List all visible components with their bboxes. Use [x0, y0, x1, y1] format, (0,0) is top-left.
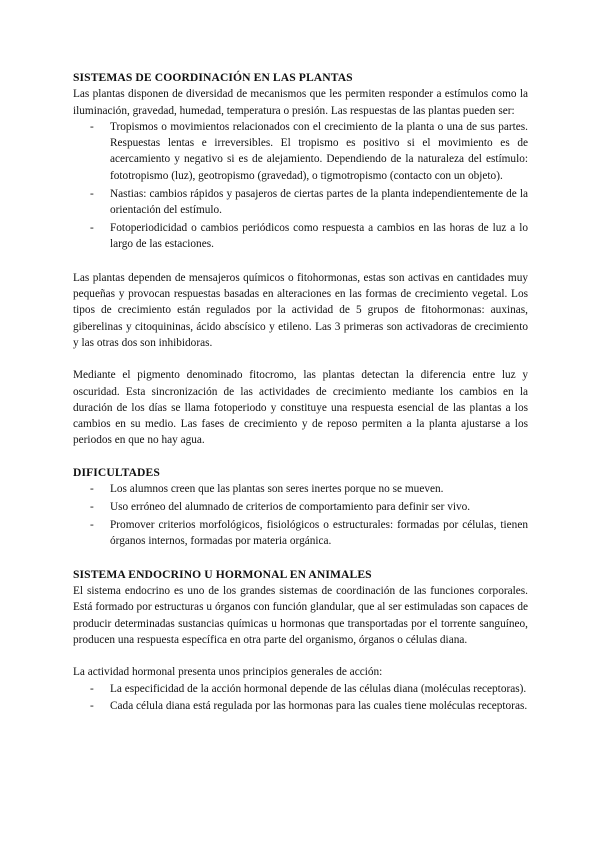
section-title-difficulties: DIFICULTADES — [73, 465, 160, 479]
list-item: - La especificidad de la acción hormonal depende de las células diana (moléculas receptoras). — [73, 681, 528, 697]
document-body — [73, 70, 528, 715]
list-item: - Nastias: cambios rápidos y pasajeros de ciertas partes de la planta independientemente de la orientación del estímulo. — [73, 186, 528, 219]
list-item: - Fotoperiodicidad o cambios periódicos como respuesta a cambios en las horas de luz a lo largo de las estaciones. — [73, 220, 528, 253]
difficulties-list — [73, 481, 528, 549]
section-title-plants: SISTEMAS DE COORDINACIÓN EN LAS PLANTAS — [73, 71, 353, 84]
hormonal-principles-list — [73, 681, 528, 715]
endocrine-paragraph: El sistema endocrino es uno de los grandes sistemas de coordinación de las funciones corporales. Está formado por estructuras u órganos con función glandular, que al ser estimuladas son capaces de producir determinadas sustancias químicas u hormonas que transportadas por el torrente sanguíneo, producen una respuesta específica en otra parte del organismo, órganos o células diana. — [73, 585, 528, 646]
plants-intro: Las plantas disponen de diversidad de mecanismos que les permiten responder a estímulos como la iluminación, gravedad, humedad, temperatura o presión. Las respuestas de las plantas pueden ser: — [73, 88, 528, 117]
section-title-endocrine: SISTEMA ENDOCRINO U HORMONAL EN ANIMALES — [73, 567, 372, 581]
list-item: - Cada célula diana está regulada por las hormonas para las cuales tiene moléculas receptoras. — [73, 698, 528, 714]
phytochrome-paragraph: Mediante el pigmento denominado fitocromo, las plantas detectan la diferencia entre luz y oscuridad. Esta sincronización de las actividades de crecimiento mediante los cambios en la duración de los días se llama fotoperiodo y constituye una respuesta esencial de las plantas a los cambios en su medio. Las fases de crecimiento y de reposo permiten a la planta ajustarse a los periodos en que no hay agua. — [73, 369, 528, 447]
list-item: - Uso erróneo del alumnado de criterios de comportamiento para definir ser vivo. — [73, 499, 528, 515]
phytohormones-paragraph: Las plantas dependen de mensajeros químicos o fitohormonas, estas son activas en cantidades muy pequeñas y provocan respuestas basadas en alteraciones en las formas de crecimiento vegetal. Los tipos de crecimiento están regulados por la actividad de 5 grupos de fitohormonas: auxinas, giberelinas y citoquininas, ácido abscísico y etileno. Las 3 primeras son activadoras de crecimiento y las otras dos son inhibidoras. — [73, 271, 528, 349]
list-item: - Tropismos o movimientos relacionados con el crecimiento de la planta o una de sus partes. Respuestas lentas e irreversibles. El tropismo es positivo si el movimiento es de acercamiento y negativo si es de alejamiento. Dependiendo de la naturaleza del estímulo: fototropismo (luz), geotropismo (gravedad), o tigmotropismo (contacto con un objeto). — [73, 119, 528, 184]
list-item: - Promover criterios morfológicos, fisiológicos o estructurales: formadas por células, tienen órganos internos, formadas por materia orgánica. — [73, 517, 528, 550]
hormonal-principles-intro: La actividad hormonal presenta unos principios generales de acción: — [73, 666, 383, 679]
plants-responses-list — [73, 119, 528, 252]
list-item: - Los alumnos creen que las plantas son seres inertes porque no se mueven. — [73, 481, 528, 497]
